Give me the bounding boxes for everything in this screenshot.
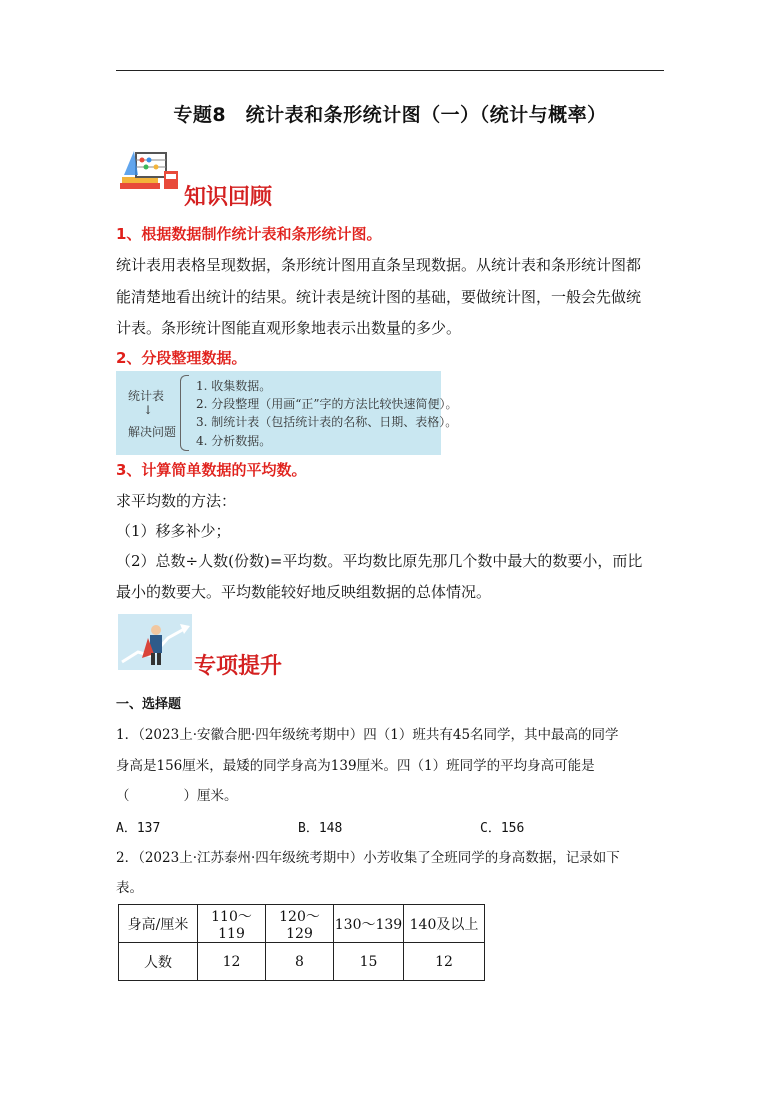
down-arrow-icon: ↓ (143, 403, 154, 417)
k3-heading: 3、计算简单数据的平均数。 (116, 461, 307, 479)
table-cell: 人数 (119, 943, 198, 981)
flow-step: 1. 收集数据。 (196, 379, 272, 393)
k3-line: 求平均数的方法： (116, 492, 237, 510)
flow-step: 3. 制统计表（包括统计表的名称、日期、表格）。 (196, 415, 458, 429)
k1-line: 能清楚地看出统计的结果。统计表是统计图的基础，要做统计图，一般会先做统 (116, 288, 642, 306)
data-organizing-flow (116, 371, 458, 455)
q1-option-b: B．148 (298, 821, 343, 836)
table-cell: 8 (266, 943, 334, 981)
table-row (119, 905, 485, 943)
k1-line: 计表。条形统计图能直观形象地表示出数量的多少。 (116, 319, 462, 337)
abacus-books-icon (118, 145, 182, 197)
section-special-practice: 专项提升 (194, 653, 283, 679)
flow-step: 2. 分段整理（用画“正”字的方法比较快速简便）。 (196, 397, 458, 411)
page-title: 专题8 统计表和条形统计图（一）（统计与概率） (173, 104, 607, 126)
table-cell: 12 (198, 943, 266, 981)
q1-line: 1．（2023上·安徽合肥·四年级统考期中）四（1）班共有45名同学，其中最高的同学 (116, 727, 619, 743)
height-data-table (118, 904, 485, 981)
table-cell: 12 (404, 943, 485, 981)
flow-left-top: 统计表 (128, 389, 165, 403)
table-cell: 130～139 (334, 905, 404, 943)
q2-line: 2．（2023上·江苏泰州·四年级统考期中）小芳收集了全班同学的身高数据，记录如下 (116, 850, 620, 866)
q2-line: 表。 (116, 880, 143, 896)
part1-heading: 一、选择题 (116, 697, 182, 712)
table-row (119, 943, 485, 981)
flow-step: 4. 分析数据。 (196, 434, 272, 448)
k2-heading: 2、分段整理数据。 (116, 349, 247, 367)
q1-option-a: A．137 (116, 821, 161, 836)
q1-line: （ ）厘米。 (116, 788, 238, 804)
k1-heading: 1、根据数据制作统计表和条形统计图。 (116, 225, 382, 243)
table-cell: 140及以上 (404, 905, 485, 943)
k3-line: 最小的数要大。平均数能较好地反映组数据的总体情况。 (116, 583, 492, 601)
q1-option-c: C．156 (480, 821, 525, 836)
table-cell: 15 (334, 943, 404, 981)
q1-line: 身高是156厘米，最矮的同学身高为139厘米。四（1）班同学的平均身高可能是 (116, 758, 595, 774)
person-growth-chart-icon (118, 614, 192, 670)
section-knowledge-review: 知识回顾 (184, 184, 273, 210)
k1-line: 统计表用表格呈现数据，条形统计图用直条呈现数据。从统计表和条形统计图都 (116, 256, 642, 274)
brace (180, 375, 189, 451)
table-cell: 110～119 (198, 905, 266, 943)
flow-left-bottom: 解决问题 (128, 425, 177, 439)
k3-line: （1）移多补少； (116, 522, 231, 540)
table-cell: 120～129 (266, 905, 334, 943)
table-cell: 身高/厘米 (119, 905, 198, 943)
k3-line: （2）总数÷人数(份数)=平均数。平均数比原先那几个数中最大的数要小，而比 (116, 552, 643, 570)
top-rule (116, 70, 664, 71)
